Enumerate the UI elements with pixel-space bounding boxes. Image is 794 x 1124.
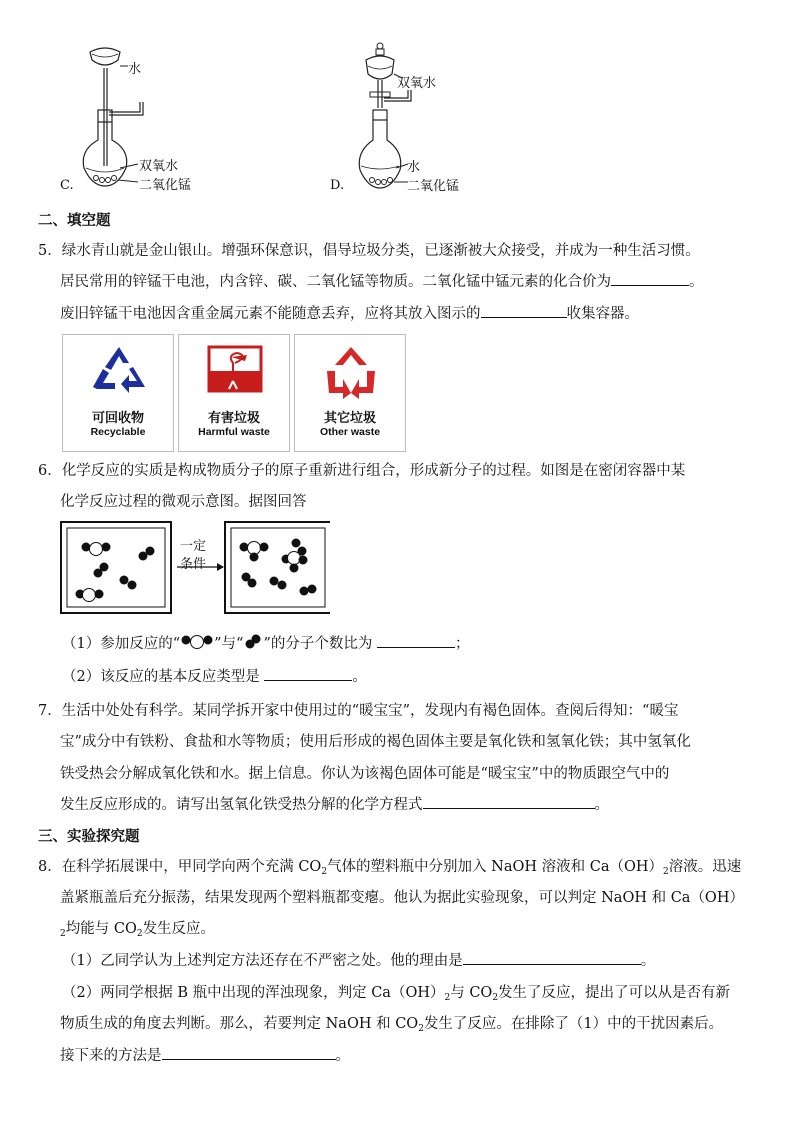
- q5-blank-container[interactable]: [481, 303, 567, 318]
- q8-blank-reason[interactable]: [463, 950, 641, 965]
- q5-text-2a: 居民常用的锌锰干电池，内含锌、碳、二氧化锰等物质。二氧化锰中锰元素的化合价为: [60, 274, 611, 290]
- q8-line-s4: [60, 1045, 350, 1067]
- q7-text-4b: 。: [594, 797, 609, 813]
- figure-d-label-mno2: 二氧化锰: [407, 179, 460, 194]
- q7-line-4: [60, 794, 609, 816]
- q8-s3a: 物质生成的角度去判断。那么，若要判定 NaOH 和 CO: [60, 1016, 419, 1032]
- harmful-en-label: Harmful waste: [198, 426, 270, 438]
- q8-s3b: 2: [418, 1024, 424, 1034]
- q7-line-1: 7．生活中处处有科学。某同学拆开家中使用过的“暖宝宝”，发现内有褐色固体。查阅后得知：“暖宝: [38, 703, 679, 719]
- other-en-label: Other waste: [319, 426, 381, 438]
- q8-blank-method[interactable]: [162, 1045, 336, 1060]
- q7-line-2: 宝”成分中有铁粉、食盐和水等物质；使用后形成的褐色固体主要是氧化铁和氢氧化铁；其中氢氧化: [60, 734, 691, 750]
- q8-l1a: 8．在科学拓展课中，甲同学向两个充满 CO: [38, 859, 322, 875]
- molecule-a-icon: [180, 634, 214, 650]
- q8-l1d: 2: [663, 867, 669, 877]
- q6-blank-reaction-type[interactable]: [264, 666, 352, 681]
- q8-s2d: 2: [492, 993, 499, 1003]
- figure-c-label-mno2: 二氧化锰: [139, 178, 192, 193]
- other-bin-sign: [294, 334, 406, 452]
- q6-sub2-text-b: 。: [352, 669, 367, 685]
- q7-line-3: 铁受热会分解成氧化铁和水。据上信息。你认为该褐色固体可能是“暖宝宝”中的物质跟空气中的: [60, 766, 670, 782]
- q8-s2b: 2: [444, 993, 451, 1003]
- right-molecules: [240, 539, 317, 596]
- q6-sub1-text-b: ”与“: [214, 636, 244, 652]
- harmful-waste-icon: [207, 345, 263, 395]
- q6-line-1: 6．化学反应的实质是构成物质分子的原子重新进行组合，形成新分子的过程。如图是在密闭容器中某: [38, 463, 686, 479]
- harmful-bin-sign: [178, 334, 290, 452]
- figure-c-label-peroxide: 双氧水: [139, 159, 179, 174]
- figure-d-label-peroxide: 双氧水: [397, 76, 437, 91]
- q5-line-1: 5．绿水青山就是金山银山。增强环保意识，倡导垃圾分类，已逐渐被大众接受，并成为一种生活习惯。: [38, 243, 700, 259]
- recyclable-bin-sign: [62, 334, 174, 452]
- q6-sub-2: [62, 666, 367, 688]
- q7-text-4a: 发生反应形成的。请写出氢氧化铁受热分解的化学方程式: [60, 797, 423, 813]
- section-experiment-title: 三、实验探究题: [38, 829, 140, 845]
- q8-s1a: （1）乙同学认为上述判定方法还存在不严密之处。他的理由是: [62, 953, 463, 969]
- q6-line-2: 化学反应过程的微观示意图。据图回答: [60, 494, 307, 510]
- q8-l3b: 均能与 CO: [65, 921, 137, 937]
- molecule-b-icon: [243, 634, 263, 650]
- q5-text-2b: 。: [689, 274, 704, 290]
- arrow-label-top: 一定: [180, 539, 207, 554]
- section-fill-in-title: 二、填空题: [38, 213, 111, 229]
- q6-sub1-text-c: ”的分子个数比为: [263, 636, 373, 652]
- figure-c-label-water: 水: [128, 62, 142, 77]
- q8-line-3: [60, 918, 215, 945]
- q8-l3a: 2: [60, 929, 66, 939]
- other-waste-icon: [321, 343, 381, 399]
- q8-s2e: 发生了反应，提出了可以从是否有新: [498, 985, 731, 1001]
- recycle-icon: [89, 343, 149, 398]
- q8-s3c: 发生了反应。在排除了（1）中的干扰因素后。: [423, 1016, 724, 1032]
- q8-line-s3: [60, 1013, 723, 1040]
- q8-s2a: （2）两同学根据 B 瓶中出现的浑浊现象，判定 Ca（OH）: [62, 985, 445, 1001]
- q5-text-3b: 收集容器。: [566, 306, 639, 322]
- q8-l1e: 溶液。迅速: [668, 859, 742, 875]
- recyclable-en-label: Recyclable: [90, 426, 146, 438]
- q6-sub-1: [62, 633, 470, 655]
- option-d-label: D.: [330, 178, 345, 193]
- harmful-cn-label: 有害垃圾: [207, 411, 260, 426]
- left-molecules: [76, 543, 155, 602]
- q8-line-2: 盖紧瓶盖后充分振荡，结果发现两个塑料瓶都变瘪。他认为据此实验现象，可以判定 NaOH 和 Ca（OH）: [60, 890, 744, 906]
- q8-sub-2: [62, 982, 730, 1009]
- q5-line-3: [60, 303, 639, 325]
- q6-sub1-text-a: （1）参加反应的“: [62, 636, 181, 652]
- q8-s4a: 接下来的方法是: [60, 1048, 162, 1064]
- q8-l1b: 2: [321, 867, 328, 877]
- q8-line-1: [38, 856, 741, 883]
- q5-text-3a: 废旧锌锰干电池因含重金属元素不能随意丢弃，应将其放入图示的: [60, 306, 481, 322]
- q8-s2c: 与 CO: [450, 985, 493, 1001]
- q8-l1c: 气体的塑料瓶中分别加入 NaOH 溶液和 Ca（OH）: [327, 859, 664, 875]
- q6-sub1-text-d: ；: [455, 636, 470, 652]
- arrow-label-bottom: 条件: [180, 557, 207, 572]
- recyclable-cn-label: 可回收物: [91, 411, 144, 426]
- q8-sub-1: [62, 950, 655, 972]
- q8-l3c: 2: [136, 929, 143, 939]
- q8-s1b: 。: [640, 953, 656, 969]
- q5-blank-valence[interactable]: [611, 271, 689, 286]
- q7-blank-equation[interactable]: [423, 794, 595, 809]
- q8-l3d: 发生反应。: [142, 921, 216, 937]
- option-c-label: C.: [60, 178, 74, 193]
- figure-d-label-water: 水: [407, 160, 421, 175]
- q6-blank-ratio[interactable]: [377, 633, 455, 648]
- q6-sub2-text-a: （2）该反应的基本反应类型是: [62, 669, 260, 685]
- other-cn-label: 其它垃圾: [323, 411, 376, 426]
- q8-s4b: 。: [335, 1048, 350, 1064]
- q5-line-2: [60, 271, 704, 293]
